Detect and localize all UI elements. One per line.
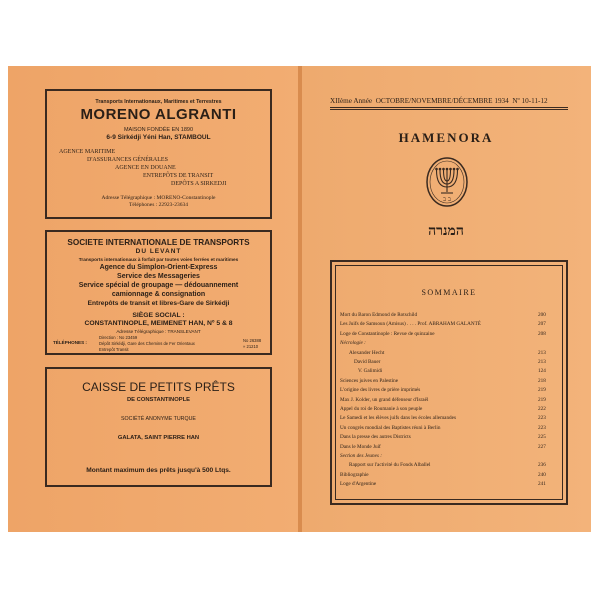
ad-service: AGENCE EN DOUANE [115, 165, 176, 171]
toc-page-number: 124 [538, 368, 546, 375]
ad-societe-internationale [45, 230, 272, 355]
toc-entry: Alexander Hecht [349, 349, 385, 356]
ad-telegraph: Adresse Télégraphique : TRANSLEVANT [116, 329, 201, 334]
toc-page-number: 218 [538, 377, 546, 384]
menorah-emblem-icon [425, 156, 469, 208]
toc-entry: Bibliographie [340, 471, 369, 478]
ad-service: DEPÔTS A SIRKEDJI [171, 181, 227, 187]
toc-page-number: 219 [538, 396, 546, 403]
ad-phones-label: TÉLÉPHONES : [53, 340, 87, 345]
ad-service: D'ASSURANCES GÉNÉRALES [87, 157, 168, 163]
ad-moreno-algranti [45, 89, 272, 219]
issue-date: OCTOBRE/NOVEMBRE/DÉCEMBRE 1934 [375, 97, 509, 105]
ad-title: SOCIETE INTERNATIONALE DE TRANSPORTS [67, 238, 250, 247]
emblem-letters: ב ב [443, 196, 451, 203]
ad-phone-row: Entrepôt Transit [99, 347, 129, 352]
issue-year: XIIème Année [330, 97, 373, 105]
toc-page-number: 213 [538, 359, 546, 365]
toc-entry: Un congrès mondial des Baptistes réuni à Berlin [340, 424, 441, 431]
toc-page-number: 223 [538, 415, 546, 422]
ad-siege-address: CONSTANTINOPLE, MEIMENET HAN, Nº 5 & 8 [84, 320, 233, 327]
toc-entry: Les Juifs de Samsoun (Amisus) . . . . Prof. ABRAHAM GALANTÉ [340, 321, 481, 328]
journal-title: HAMENORA [398, 130, 494, 145]
ad-line: Transports internationaux à forfait par toutes voies ferrées et maritimes [78, 257, 239, 262]
ad-siege-label: SIÈGE SOCIAL : [132, 312, 185, 319]
ad-phone-num: No 26388 [243, 338, 262, 343]
ad-title: CAISSE DE PETITS PRÊTS [82, 380, 235, 394]
ad-service: ENTREPÔTS DE TRANSIT [143, 173, 214, 179]
sommaire-title: SOMMAIRE [421, 288, 477, 297]
toc-page-number: 225 [538, 434, 546, 441]
ad-address: GALATA, SAINT PIERRE HAN [117, 435, 200, 441]
toc-entry: Dans le Monde Juif [340, 443, 381, 450]
ad-address: 6-9 Sirkédji Yéni Han, STAMBOUL [106, 134, 211, 141]
ad-line: Service des Messageries [117, 273, 200, 280]
toc-page-number: 227 [538, 443, 546, 450]
toc-entry: V. Galimidi [358, 368, 383, 375]
toc-entry: Appel du roi de Roumanie à son peuple [340, 406, 423, 412]
toc-entry: Max J. Kolder, un grand défenseur d'Israël [340, 396, 429, 403]
toc-page-number: 240 [538, 471, 546, 478]
header-rule [330, 107, 568, 108]
toc-page-number: 223 [538, 424, 546, 431]
ad-phone-num: » 21210 [243, 344, 259, 349]
toc-entry: L'origine des livres de prière imprimés [340, 387, 421, 394]
toc-entry: Loge d'Argentine [340, 481, 377, 488]
toc-entry: Dans la presse des autres Districts [340, 434, 411, 441]
ad-founded: MAISON FONDÉE EN 1890 [123, 127, 194, 133]
toc-page-number: 200 [538, 312, 546, 318]
toc-page-number: 213 [538, 349, 546, 356]
ad-company: SOCIÉTÉ ANONYME TURQUE [121, 416, 196, 422]
issue-header [330, 97, 548, 105]
ad-maximum: Montant maximum des prêts jusqu'à 500 Ltqs. [86, 467, 231, 474]
toc-entry: Rapport sur l'activité du Fonds Alballel [349, 462, 431, 469]
toc-entry: Mort du Baron Edmond de Rotschild [340, 312, 418, 318]
toc-page-number: 241 [538, 481, 546, 488]
toc-entry: David Bauer [354, 359, 381, 365]
toc-entry: Nécrologie : [340, 340, 366, 347]
ad-line: camionnage & consignation [111, 291, 206, 298]
ad-tagline: Transports Internationaux, Maritimes et Terrestres [95, 99, 222, 105]
ad-service: AGENCE MARITIME [59, 149, 116, 155]
ad-phone: Téléphones : 22923-23634 [129, 202, 188, 208]
issue-number: Nº 10-11-12 [512, 97, 548, 105]
toc-page-number: 222 [538, 406, 546, 412]
ad-telegraph: Adresse Télégraphique : MORENO-Constantinople [101, 195, 216, 201]
ad-phone-row: Dépôt Sirkédji, Gare des Chemins de Fer Orientaux [99, 341, 195, 346]
toc-page-number: 236 [538, 462, 546, 469]
ad-subtitle: DE CONSTANTINOPLE [126, 397, 190, 403]
ad-line: Entrepôts de transit et libres-Gare de Sirkédji [87, 300, 230, 307]
ad-company-name: MORENO ALGRANTI [80, 106, 237, 123]
ad-caisse-petits-prets [45, 367, 272, 487]
ad-line: Agence du Simplon-Orient-Express [99, 264, 218, 271]
toc-entry: Le Samedi et les élèves juifs dans les écoles allemandes [340, 415, 456, 422]
ad-phone-row: Direction : No 23459 [99, 335, 138, 340]
toc-page-number: 208 [538, 330, 546, 337]
toc-entry: Sciences juives en Palestine [340, 377, 399, 384]
toc-entry: Loge de Constantinople : Revue de quinzaine [340, 330, 435, 337]
hebrew-title: המנרה [428, 223, 464, 239]
header-rule [330, 109, 568, 110]
ad-subtitle: DU LEVANT [135, 248, 182, 255]
toc-page-number: 207 [538, 321, 546, 328]
ad-line: Service spécial de groupage — dédouannement [78, 282, 239, 289]
toc-entry: Section des Jeunes : [340, 453, 382, 459]
toc-page-number: 219 [538, 387, 546, 394]
